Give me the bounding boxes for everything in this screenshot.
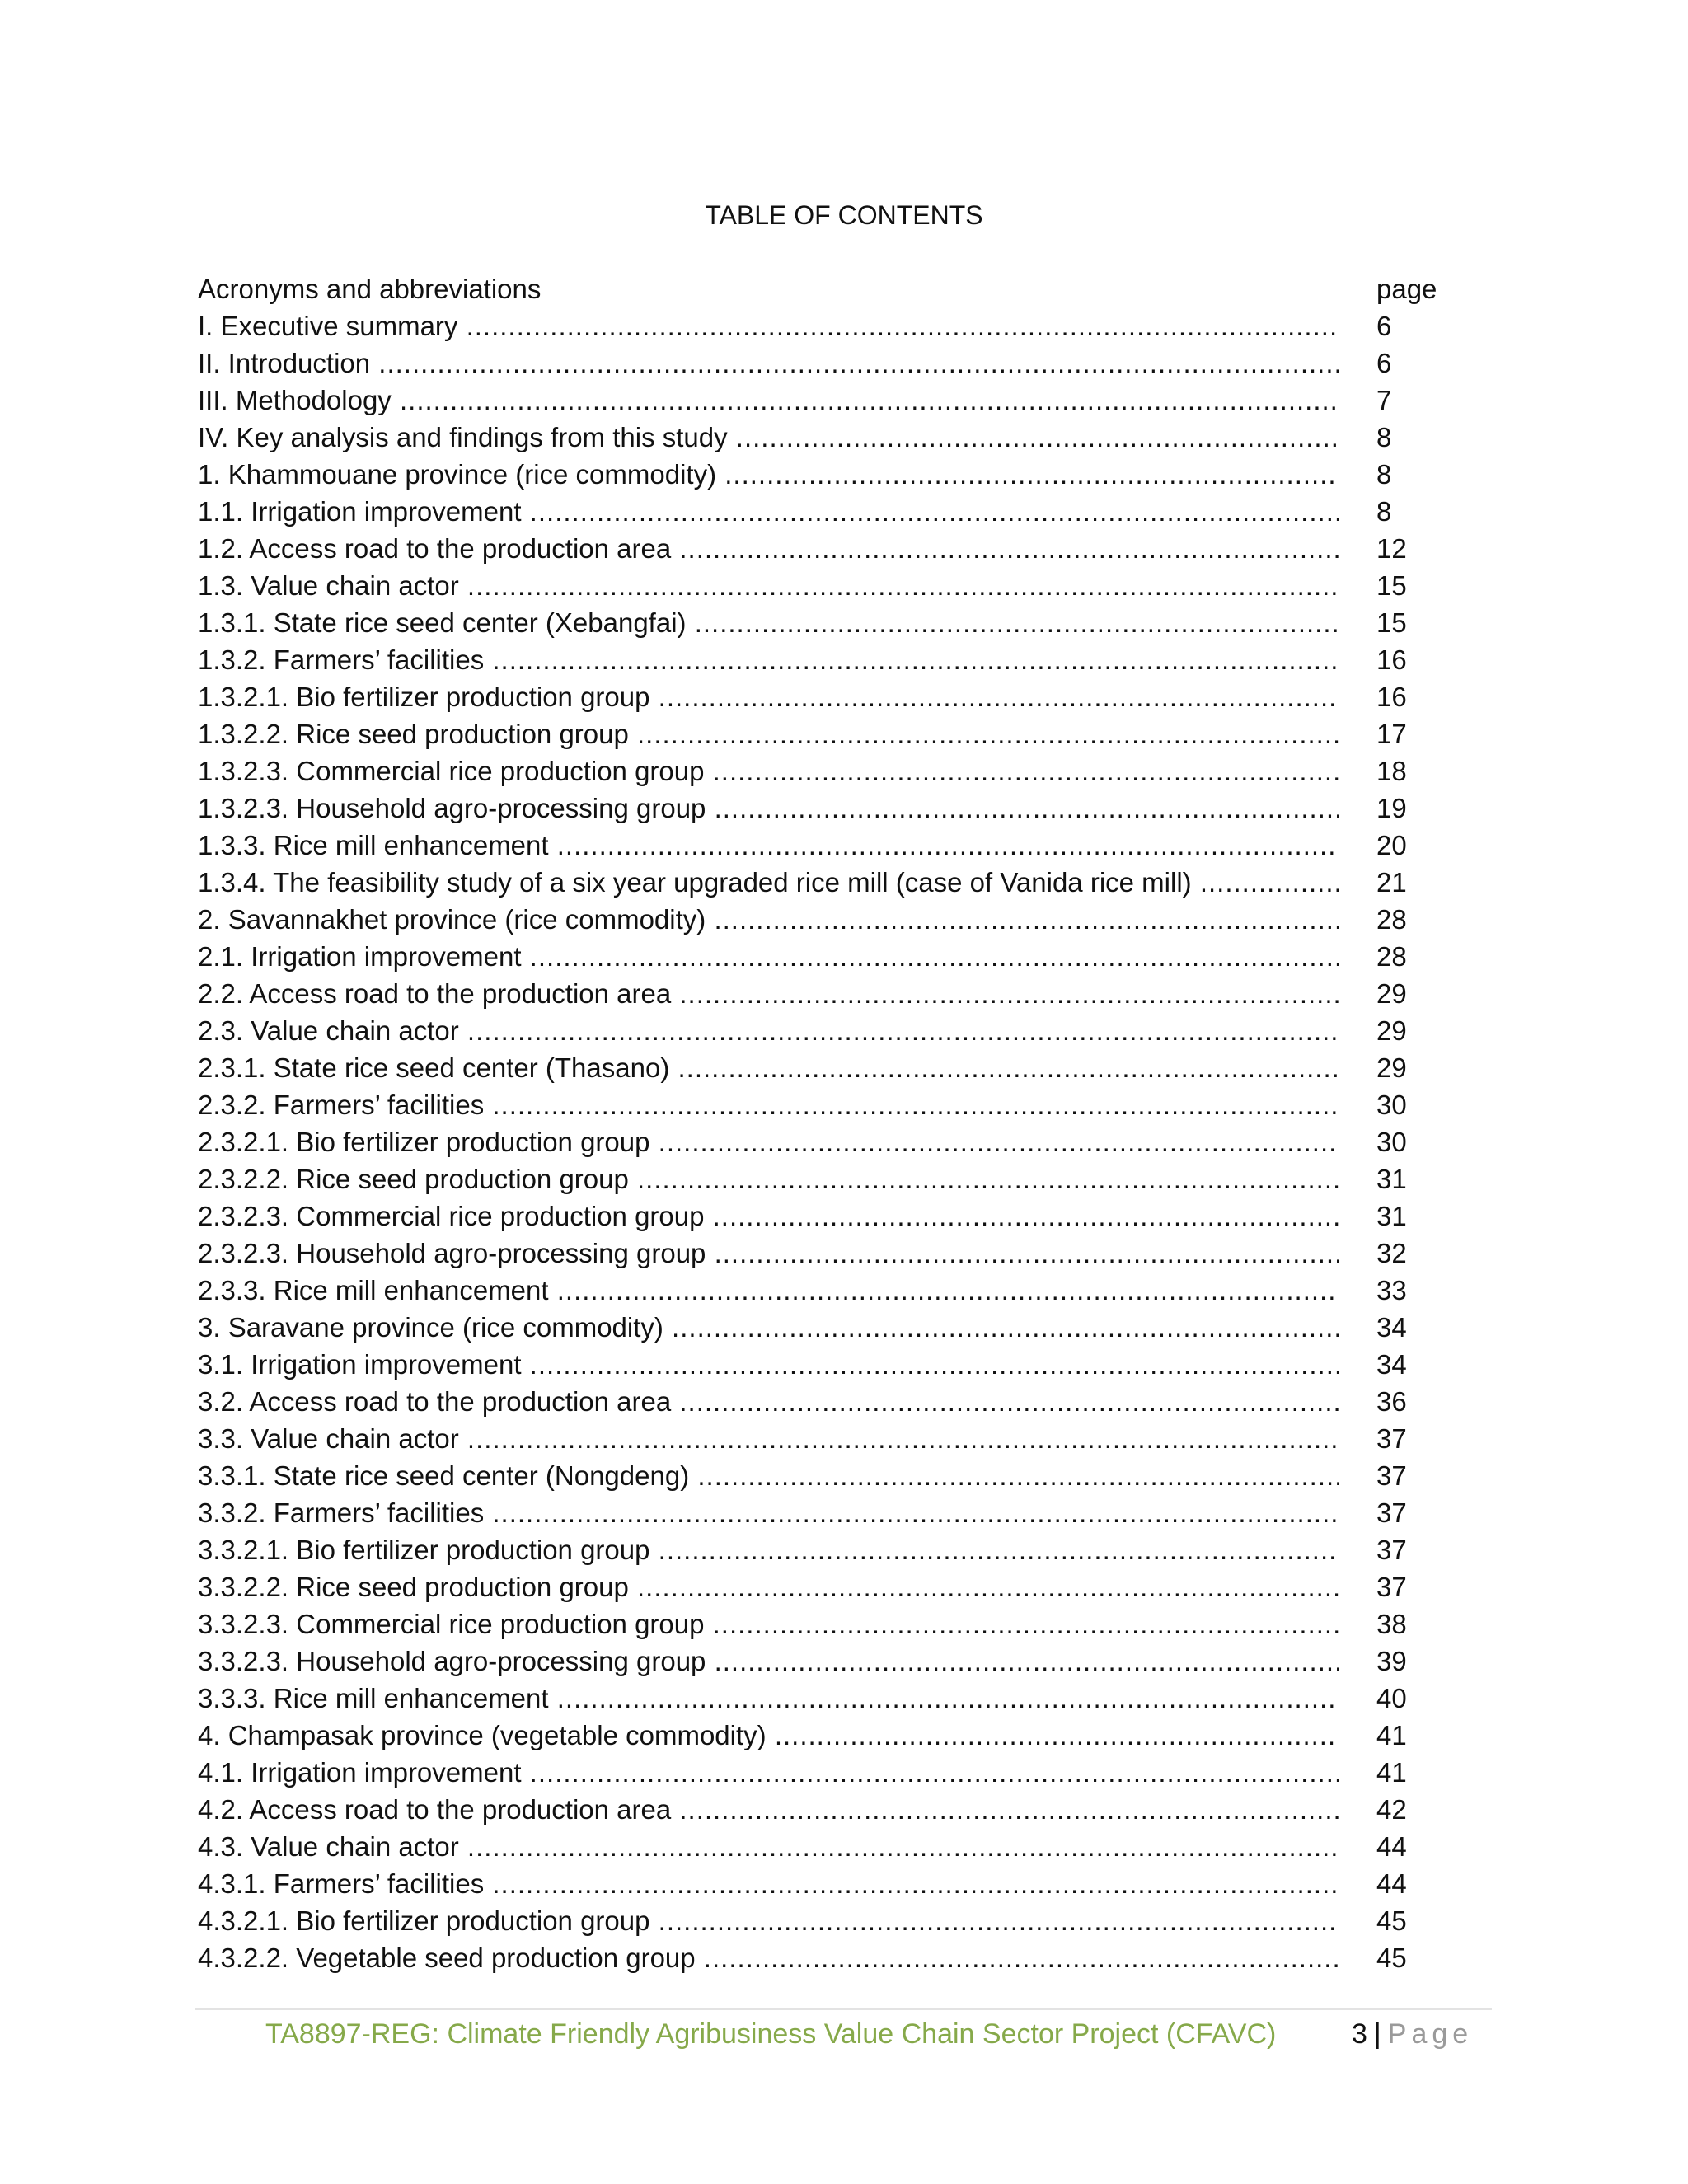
toc-entry — [198, 1865, 1438, 1902]
toc-entry-label: 2.3.2.3. Commercial rice production group ..... — [198, 1197, 1339, 1235]
toc-entry — [198, 938, 1438, 975]
toc-entry-page: 7 — [1376, 385, 1392, 415]
toc-entry-page: 40 — [1376, 1683, 1407, 1713]
toc-entry-label: 1.3.2.3. Commercial rice production group ..... — [198, 752, 1339, 790]
toc-entry — [198, 790, 1438, 827]
toc-entry-page: 20 — [1376, 830, 1407, 860]
toc-entry — [198, 1012, 1438, 1049]
toc-entry-label: 3.3.1. State rice seed center (Nongdeng) ..... — [198, 1457, 1339, 1494]
toc-entry-label: III. Methodology ..... — [198, 382, 1339, 419]
toc-entry-label: 3. Saravane province (rice commodity) ..... — [198, 1309, 1339, 1346]
toc-entry — [198, 1568, 1438, 1605]
toc-title: TABLE OF CONTENTS — [705, 200, 983, 230]
toc-entry-label: 3.3.3. Rice mill enhancement ..... — [198, 1680, 1339, 1717]
toc-entry — [198, 344, 1438, 382]
toc-entry — [198, 901, 1438, 938]
toc-entry-label: 3.3.2.1. Bio fertilizer production group ..... — [198, 1531, 1339, 1568]
toc-entry-label: I. Executive summary ..... — [198, 307, 1339, 344]
toc-entry-page: 37 — [1376, 1460, 1407, 1491]
toc-entry-page: 34 — [1376, 1349, 1407, 1380]
toc-header-label: Acronyms and abbreviations — [198, 274, 542, 304]
toc-entry-label: 2.2. Access road to the production area ..... — [198, 975, 1339, 1012]
toc-entry-label: 4. Champasak province (vegetable commodity) ..... — [198, 1717, 1339, 1754]
toc-entry-label: 4.2. Access road to the production area ..... — [198, 1791, 1339, 1828]
toc-entry-page: 30 — [1376, 1127, 1407, 1157]
toc-entry-page: 8 — [1376, 459, 1392, 490]
toc-entry-page: 33 — [1376, 1275, 1407, 1305]
toc-entry — [198, 1643, 1438, 1680]
toc-entry-page: 18 — [1376, 756, 1407, 786]
toc-entry — [198, 1791, 1438, 1828]
toc-entry-label: 2.3.2.2. Rice seed production group ..... — [198, 1160, 1339, 1197]
footer-page-indicator — [1352, 2013, 1473, 2055]
toc-entry-label: 2.3.2.1. Bio fertilizer production group ..... — [198, 1123, 1339, 1160]
toc-entry-label: 2.3.3. Rice mill enhancement ..... — [198, 1272, 1339, 1309]
toc-entry-page: 41 — [1376, 1720, 1407, 1750]
toc-entry-label: 1.3.3. Rice mill enhancement ..... — [198, 827, 1339, 864]
toc-entry-page: 17 — [1376, 719, 1407, 749]
toc-entry-label: 3.3.2.3. Household agro-processing group ..... — [198, 1643, 1339, 1680]
toc-entry-label: 1.3.1. State rice seed center (Xebangfai) ..... — [198, 604, 1339, 641]
footer-page-number: 3 — [1352, 2018, 1367, 2050]
toc-entry — [198, 975, 1438, 1012]
toc-entry — [198, 715, 1438, 752]
toc-entry-page: 39 — [1376, 1646, 1407, 1676]
toc-entry-page: 29 — [1376, 1052, 1407, 1083]
toc-entry-label: 1. Khammouane province (rice commodity) ..... — [198, 456, 1339, 493]
toc-entry-page: 29 — [1376, 978, 1407, 1009]
toc-entry — [198, 827, 1438, 864]
toc-list — [198, 307, 1438, 1976]
toc-entry-page: 16 — [1376, 644, 1407, 675]
toc-entry-page: 45 — [1376, 1943, 1407, 1973]
toc-entry — [198, 641, 1438, 678]
toc-entry-page: 6 — [1376, 311, 1392, 341]
toc-entry — [198, 1605, 1438, 1643]
toc-entry-page: 28 — [1376, 941, 1407, 972]
toc-entry-label: 1.3.4. The feasibility study of a six year upgraded rice mill (case of Vanida rice mill) ..... — [198, 864, 1339, 901]
toc-entry-page: 19 — [1376, 793, 1407, 823]
toc-entry-page: 37 — [1376, 1572, 1407, 1602]
toc-entry-label: 1.3. Value chain actor ..... — [198, 567, 1339, 604]
toc-entry — [198, 1457, 1438, 1494]
toc-entry — [198, 1828, 1438, 1865]
toc-entry-label: 2.1. Irrigation improvement ..... — [198, 938, 1339, 975]
toc-entry-label: 2.3.1. State rice seed center (Thasano) ..... — [198, 1049, 1339, 1086]
toc-entry-page: 37 — [1376, 1535, 1407, 1565]
toc-entry-page: 38 — [1376, 1609, 1407, 1639]
footer-divider — [195, 2008, 1492, 2010]
toc-entry — [198, 1197, 1438, 1235]
toc-entry — [198, 752, 1438, 790]
toc-entry-page: 8 — [1376, 496, 1392, 527]
toc-entry-page: 36 — [1376, 1386, 1407, 1417]
toc-entry-page: 29 — [1376, 1015, 1407, 1046]
toc-entry-page: 31 — [1376, 1201, 1407, 1231]
toc-entry-page: 15 — [1376, 570, 1407, 601]
toc-entry-label: 4.3.1. Farmers’ facilities ..... — [198, 1865, 1339, 1902]
toc-entry — [198, 567, 1438, 604]
toc-entry-label: 4.3. Value chain actor ..... — [198, 1828, 1339, 1865]
toc-entry-label: 1.3.2. Farmers’ facilities ..... — [198, 641, 1339, 678]
toc-entry-page: 34 — [1376, 1312, 1407, 1343]
toc-entry — [198, 678, 1438, 715]
toc-entry — [198, 1531, 1438, 1568]
toc-entry-label: 3.2. Access road to the production area ..... — [198, 1383, 1339, 1420]
toc-entry-label: 4.3.2.2. Vegetable seed production group ..... — [198, 1939, 1339, 1976]
toc-entry-page: 8 — [1376, 422, 1392, 452]
toc-entry — [198, 1235, 1438, 1272]
toc-entry — [198, 1086, 1438, 1123]
toc-entry-label: 1.2. Access road to the production area ..... — [198, 530, 1339, 567]
toc-entry-page: 16 — [1376, 682, 1407, 712]
toc-entry-page: 6 — [1376, 348, 1392, 378]
toc-entry — [198, 1939, 1438, 1976]
toc-entry-label: II. Introduction ..... — [198, 344, 1339, 382]
toc-entry-label: 2. Savannakhet province (rice commodity) ..... — [198, 901, 1339, 938]
toc-entry-page: 32 — [1376, 1238, 1407, 1268]
toc-entry — [198, 1383, 1438, 1420]
toc-entry — [198, 530, 1438, 567]
toc-entry — [198, 1160, 1438, 1197]
toc-entry — [198, 1494, 1438, 1531]
toc-entry-page: 41 — [1376, 1757, 1407, 1788]
toc-entry-page: 37 — [1376, 1423, 1407, 1454]
toc-entry-label: 1.3.2.2. Rice seed production group ..... — [198, 715, 1339, 752]
footer-separator: | — [1373, 2018, 1381, 2050]
toc-entry-label: 3.1. Irrigation improvement ..... — [198, 1346, 1339, 1383]
toc-entry-label: 3.3.2.3. Commercial rice production group ..... — [198, 1605, 1339, 1643]
toc-entry-label: 2.3.2. Farmers’ facilities ..... — [198, 1086, 1339, 1123]
toc-entry-page: 28 — [1376, 904, 1407, 935]
toc-entry-page: 30 — [1376, 1090, 1407, 1120]
toc-entry — [198, 1680, 1438, 1717]
toc-entry-page: 42 — [1376, 1794, 1407, 1825]
toc-entry-label: 3.3.2.2. Rice seed production group ..... — [198, 1568, 1339, 1605]
toc-entry — [198, 1049, 1438, 1086]
toc-entry — [198, 1902, 1438, 1939]
toc-entry-page: 45 — [1376, 1905, 1407, 1936]
toc-entry — [198, 456, 1438, 493]
toc-entry-label: 2.3. Value chain actor ..... — [198, 1012, 1339, 1049]
toc-header-page: page — [1376, 274, 1437, 304]
toc-entry-page: 37 — [1376, 1497, 1407, 1528]
toc-entry — [198, 1309, 1438, 1346]
toc-entry-label: 3.3.2. Farmers’ facilities ..... — [198, 1494, 1339, 1531]
toc-entry — [198, 1754, 1438, 1791]
toc-entry-label: 2.3.2.3. Household agro-processing group ..... — [198, 1235, 1339, 1272]
toc-entry — [198, 1717, 1438, 1754]
toc-entry — [198, 1346, 1438, 1383]
toc-entry-label: 4.3.2.1. Bio fertilizer production group ..... — [198, 1902, 1339, 1939]
toc-entry — [198, 419, 1438, 456]
toc-entry-page: 15 — [1376, 607, 1407, 638]
toc-entry — [198, 1123, 1438, 1160]
toc-entry-page: 12 — [1376, 533, 1407, 564]
toc-entry-label: 1.1. Irrigation improvement ..... — [198, 493, 1339, 530]
toc-entry-label: IV. Key analysis and findings from this study ..... — [198, 419, 1339, 456]
toc-entry — [198, 604, 1438, 641]
toc-entry — [198, 493, 1438, 530]
toc-entry — [198, 1272, 1438, 1309]
toc-entry — [198, 307, 1438, 344]
toc-entry-label: 1.3.2.3. Household agro-processing group ..... — [198, 790, 1339, 827]
toc-entry-page: 44 — [1376, 1831, 1407, 1862]
toc-entry — [198, 382, 1438, 419]
footer-page-word: Page — [1387, 2018, 1474, 2050]
toc-entry-label: 4.1. Irrigation improvement ..... — [198, 1754, 1339, 1791]
toc-header-row — [198, 270, 1438, 307]
toc-entry-page: 31 — [1376, 1164, 1407, 1194]
toc-entry-label: 3.3. Value chain actor ..... — [198, 1420, 1339, 1457]
toc-entry — [198, 864, 1438, 901]
toc-entry — [198, 1420, 1438, 1457]
toc-entry-page: 44 — [1376, 1868, 1407, 1899]
toc-entry-page: 21 — [1376, 867, 1407, 898]
toc-entry-label: 1.3.2.1. Bio fertilizer production group ..... — [198, 678, 1339, 715]
footer-project-title: TA8897-REG: Climate Friendly Agribusiness Value Chain Sector Project (CFAVC) — [265, 2018, 1277, 2050]
